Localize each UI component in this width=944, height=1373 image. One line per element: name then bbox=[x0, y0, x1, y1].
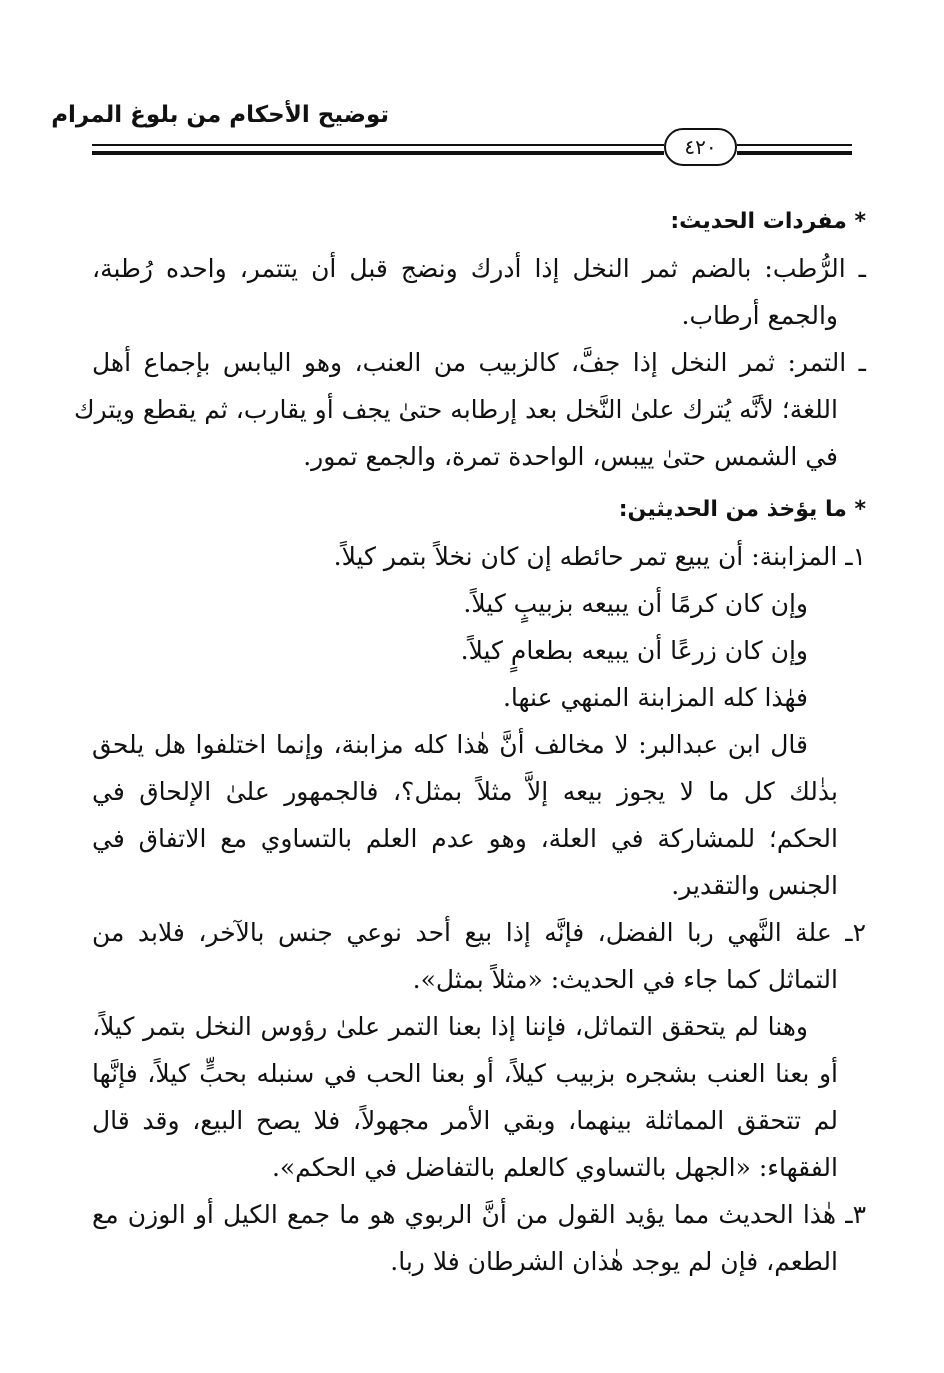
text-line: لم تتحقق المماثلة بينهما، وبقي الأمر مجهولاً، فلا يصح البيع، وقد قال bbox=[92, 1106, 838, 1135]
text-line: ٣ـ هٰذا الحديث مما يؤيد القول من أنَّ الربوي هو ما جمع الكيل أو الوزن مع bbox=[92, 1200, 866, 1229]
header-rule-left-thick bbox=[92, 151, 664, 155]
page-body bbox=[73, 198, 866, 1285]
text-line: ـ التمر: ثمر النخل إذا جفَّ، كالزبيب من العنب، وهو اليابس بإجماع أهل bbox=[92, 348, 866, 377]
text-line: ـ الرُّطب: بالضم ثمر النخل إذا أدرك ونضج قبل أن يتتمر، واحده رُطبة، bbox=[92, 254, 866, 283]
text-line: الحكم؛ للمشاركة في العلة، وهو عدم العلم بالتساوي مع الاتفاق في bbox=[92, 824, 838, 853]
text-line: ١ـ المزابنة: أن يبيع تمر حائطه إن كان نخلاً بتمر كيلاً. bbox=[333, 542, 866, 571]
text-line: في الشمس حتىٰ ييبس، الواحدة تمرة، والجمع تمور. bbox=[303, 442, 838, 471]
text-line: وإن كان زرعًا أن يبيعه بطعامٍ كيلاً. bbox=[460, 636, 808, 665]
header-rule-left-thin bbox=[92, 144, 664, 146]
section-heading-vocabulary: * مفردات الحديث: bbox=[670, 209, 866, 234]
header-rule-right-thick bbox=[737, 151, 852, 155]
section-heading-lessons: * ما يؤخذ من الحديثين: bbox=[618, 497, 866, 522]
text-line: والجمع أرطاب. bbox=[681, 301, 838, 330]
page-number: ٤٢٠ bbox=[664, 128, 737, 166]
text-line: اللغة؛ لأنَّه يُترك علىٰ النَّخل بعد إرطابه حتىٰ يجف أو يقارب، ثم يقطع ويترك bbox=[73, 395, 838, 424]
text-line: التماثل كما جاء في الحديث: «مثلاً بمثل». bbox=[412, 965, 838, 994]
header-rule-right-thin bbox=[737, 144, 852, 146]
text-line: وإن كان كرمًا أن يبيعه بزبيبٍ كيلاً. bbox=[463, 589, 808, 618]
text-line: وهنا لم يتحقق التماثل، فإننا إذا بعنا التمر علىٰ رؤوس النخل بتمر كيلاً، bbox=[92, 1012, 808, 1041]
text-line: ٢ـ علة النَّهي ربا الفضل، فإنَّه إذا بيع أحد نوعي جنس بالآخر، فلابد من bbox=[92, 918, 866, 947]
text-line: أو بعنا العنب بشجره بزبيب كيلاً، أو بعنا الحب في سنبله بحبٍّ كيلاً، فإنَّها bbox=[92, 1059, 838, 1088]
text-line: الطعم، فإن لم يوجد هٰذان الشرطان فلا ربا. bbox=[390, 1247, 838, 1276]
text-line: قال ابن عبدالبر: لا مخالف أنَّ هٰذا كله مزابنة، وإنما اختلفوا هل يلحق bbox=[92, 730, 808, 759]
text-line: الجنس والتقدير. bbox=[671, 871, 838, 900]
text-line: فهٰذا كله المزابنة المنهي عنها. bbox=[502, 683, 808, 712]
text-line: بذٰلك كل ما لا يجوز بيعه إلاَّ مثلاً بمثل؟، فالجمهور علىٰ الإلحاق في bbox=[92, 777, 838, 806]
book-title: توضيح الأحكام من بلوغ المرام bbox=[51, 102, 389, 128]
text-line: الفقهاء: «الجهل بالتساوي كالعلم بالتفاضل في الحكم». bbox=[271, 1153, 838, 1182]
